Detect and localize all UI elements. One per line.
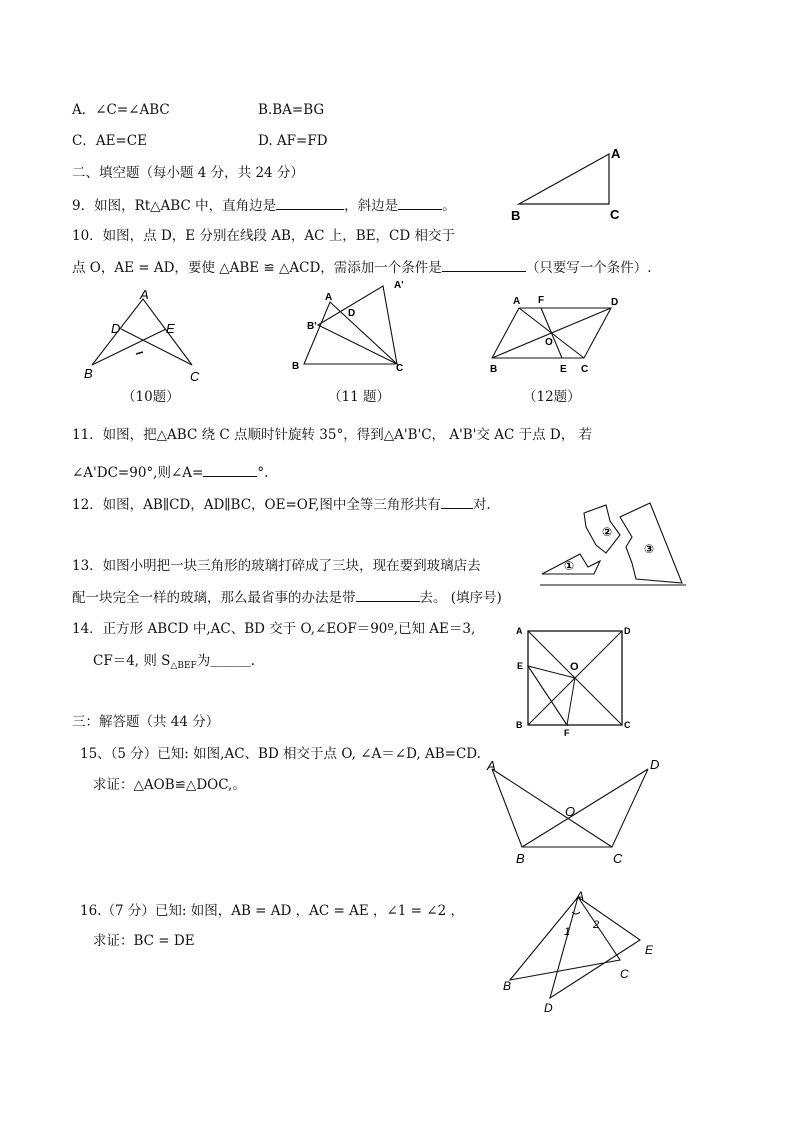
q9-label-b: B xyxy=(511,208,521,223)
fig12-segment-ef xyxy=(541,308,562,358)
caption-fig12: （12题） xyxy=(523,389,581,405)
fig13 xyxy=(540,497,690,589)
fig15-segment-bd xyxy=(522,769,648,847)
fig12-label-d: D xyxy=(611,297,619,308)
fig11-label-c: C xyxy=(396,363,404,374)
fig15 xyxy=(480,755,670,870)
fig16-label-1: 1 xyxy=(564,926,571,938)
q11-line1: 11．如图，把△ABC 绕 C 点顺时针旋转 35°，得到△A'B'C， A'B'交 AC 于点 D， 若 xyxy=(72,427,592,443)
q11-blank[interactable] xyxy=(203,463,257,477)
fig16-triangle-abc xyxy=(510,897,620,980)
fig10-mark xyxy=(136,352,143,354)
fig10-label-b: B xyxy=(84,366,93,381)
q9-triangle xyxy=(519,154,609,204)
fig16-label-a: A xyxy=(576,889,585,903)
fig10-label-c: C xyxy=(190,369,200,384)
q16-line1: 16.（7 分）已知: 如图，AB = AD ，AC = AE ，∠1 = ∠2 ， xyxy=(80,903,464,919)
fig15-label-b: B xyxy=(516,851,525,866)
fig12-label-a: A xyxy=(513,296,521,307)
fig14-label-f: F xyxy=(564,728,570,738)
caption-fig10: （10题） xyxy=(122,389,180,405)
fig10-segment-be xyxy=(92,329,166,365)
fig12-label-o: O xyxy=(545,337,553,348)
q13-line1: 13．如图小明把一块三角形的玻璃打碎成了三块，现在要到玻璃店去 xyxy=(72,558,481,574)
fig14-label-o: O xyxy=(570,661,579,673)
fig11 xyxy=(290,278,420,378)
q12-text: 12．如图，AB∥CD，AD∥BC，OE=OF,图中全等三角形共有 对. xyxy=(72,497,491,513)
fig14-label-e: E xyxy=(517,661,524,671)
fig15-label-d: D xyxy=(650,757,660,772)
fig11-label-b-prime: B' xyxy=(307,321,317,332)
caption-fig11: （11 题） xyxy=(328,389,390,405)
fig16-triangle-ade xyxy=(550,897,640,998)
q8-option-a: A．∠C=∠ABC xyxy=(72,102,170,118)
fig15-label-a: A xyxy=(487,758,496,773)
q12-blank[interactable] xyxy=(441,495,473,509)
fig10-segment-cd xyxy=(121,329,192,365)
fig16-label-c: C xyxy=(620,967,629,981)
fig10-label-d: D xyxy=(111,321,121,336)
fig10-label-e: E xyxy=(166,321,175,336)
fig12-label-f: F xyxy=(538,295,545,306)
q9-blank-hypotenuse[interactable] xyxy=(398,196,442,210)
q14-line1: 14．正方形 ABCD 中,AC、BD 交于 O,∠EOF＝90º,已知 AE＝3, xyxy=(72,621,476,637)
q9-text: 9．如图，Rt△ABC 中，直角边是 ，斜边是 。 xyxy=(72,198,456,214)
fig15-segment-ac xyxy=(492,769,612,847)
fig13-label-1: ① xyxy=(564,559,575,573)
fig12-label-b: B xyxy=(490,364,498,375)
q10-line2: 点 O，AE = AD，要使 △ABE ≌ △ACD，需添加一个条件是 （只要写一个条件）. xyxy=(72,260,652,276)
q9-blank-legs[interactable] xyxy=(276,196,344,210)
fig12-label-e: E xyxy=(560,364,567,375)
q10-blank[interactable] xyxy=(442,258,526,272)
q8-option-d: D. AF=FD xyxy=(258,133,328,149)
fig13-label-2: ② xyxy=(602,525,613,539)
fig13-label-3: ③ xyxy=(644,542,655,556)
q15-line1: 15、（5 分）已知: 如图,AC、BD 相交于点 O, ∠A＝∠D, AB=CD. xyxy=(80,746,481,762)
fig12-label-c: C xyxy=(581,364,589,375)
q8-option-b: B.BA=BG xyxy=(258,102,325,118)
fig14-triangle-eof xyxy=(528,666,575,725)
fig14-label-c: C xyxy=(624,720,631,730)
q9-figure xyxy=(505,140,630,225)
fig11-label-b: B xyxy=(292,361,300,372)
q13-blank[interactable] xyxy=(356,588,420,602)
q10-line1: 10．如图，点 D，E 分别在线段 AB，AC 上，BE，CD 相交于 xyxy=(72,228,455,244)
fig15-label-o: O xyxy=(565,804,576,819)
section2-title: 二、填空题（每小题 4 分，共 24 分） xyxy=(72,165,304,181)
q9-label-c: C xyxy=(610,207,620,222)
fig16-label-2: 2 xyxy=(593,919,600,931)
fig14-label-a: A xyxy=(516,626,523,636)
q13-line2: 配一块完全一样的玻璃，那么最省事的办法是带 去。 (填序号) xyxy=(72,590,502,606)
fig14-label-d: D xyxy=(624,626,631,636)
section3-title: 三：解答题（共 44 分） xyxy=(72,714,220,730)
fig11-label-a: A xyxy=(325,292,333,303)
q8-option-c: C．AE=CE xyxy=(72,133,147,149)
fig14 xyxy=(512,620,637,738)
fig16-label-d: D xyxy=(544,1001,553,1015)
fig16 xyxy=(500,890,665,1015)
q15-line2: 求证：△AOB≌△DOC,。 xyxy=(93,777,246,793)
fig10-label-a: A xyxy=(140,287,149,302)
fig10 xyxy=(80,285,210,385)
fig12 xyxy=(485,290,625,380)
fig15-label-c: C xyxy=(613,851,623,866)
q9-label-a: A xyxy=(611,146,621,161)
fig10-outline xyxy=(92,299,192,365)
fig16-label-e: E xyxy=(645,943,654,957)
q16-line2: 求证：BC = DE xyxy=(93,933,195,949)
fig11-label-d: D xyxy=(348,308,356,319)
fig11-label-a-prime: A' xyxy=(394,280,404,291)
fig16-label-b: B xyxy=(503,979,512,993)
q14-line2: CF＝4, 则 $S_{\triangle BEF}$为＿＿＿. xyxy=(93,653,256,671)
q11-line2: ∠A'DC=90°,则∠A= °. xyxy=(72,465,269,481)
fig14-label-b: B xyxy=(516,720,523,730)
